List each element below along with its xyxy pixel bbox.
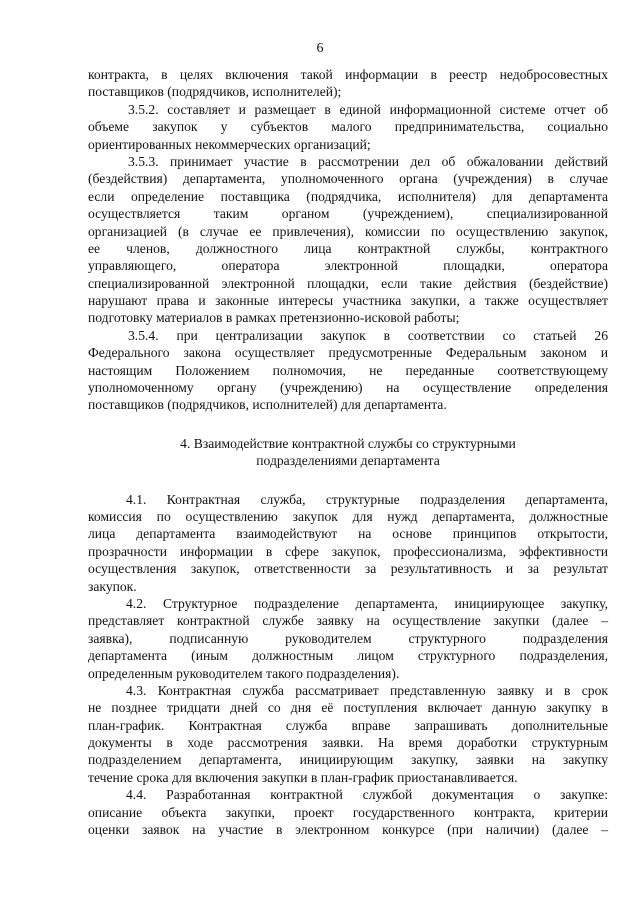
text-line: управляющего, оператора электронной площадки, оператора <box>88 258 608 274</box>
paragraph <box>88 327 608 414</box>
text-line: специализированной электронной площадки, если такие действия (бездействие) <box>88 275 608 291</box>
text-line: 3.5.2. составляет и размещает в единой информационной системе отчет об <box>128 101 608 117</box>
paragraph <box>88 786 608 838</box>
text-line: 4.3. Контрактная служба рассматривает представленную заявку и в срок <box>126 682 608 698</box>
text-line: настоящим Положением полномочия, не переданные соответствующему <box>88 362 608 378</box>
page-number: 6 <box>316 41 324 56</box>
text-line: если определение поставщика (подрядчика, исполнителя) для департамента <box>88 188 608 204</box>
text-line: определенным руководителем такого подразделения). <box>88 665 400 681</box>
text-line: (бездействия) департамента, уполномоченного органа (учреждения) в случае <box>88 171 608 187</box>
text-line: организацией (в случае ее привлечения), комиссии по осуществлению закупок, <box>88 223 608 239</box>
text-line: не позднее тридцати дней со дня её поступления включает данную закупку в <box>88 700 608 716</box>
text-line: департамента (иным должностным лицом структурного подразделения, <box>88 648 608 664</box>
paragraph-gap <box>88 470 608 491</box>
text-line: ориентированных некоммерческих организаций; <box>88 136 371 152</box>
paragraph-gap <box>88 414 608 435</box>
paragraph <box>88 101 608 153</box>
text-line: закупок. <box>88 578 137 594</box>
text-line: план-график. Контрактная служба вправе запрашивать дополнительные <box>88 717 608 733</box>
paragraph <box>88 682 608 786</box>
text-line: подготовку материалов в рамках претензионно-исковой работы; <box>88 310 460 326</box>
text-line: оценки заявок на участие в электронном конкурсе (при наличии) (далее – <box>88 822 608 838</box>
text-line: поставщиков (подрядчиков, исполнителей) для департамента. <box>88 397 447 413</box>
paragraph <box>88 153 608 327</box>
paragraph <box>88 66 608 101</box>
text-line: 3.5.4. при централизации закупок в соответствии со статьей 26 <box>128 327 608 343</box>
paragraph <box>88 491 608 595</box>
text-line: нарушают права и законные интересы участника закупки, а также осуществляет <box>88 293 608 309</box>
text-line: комиссия по осуществлению закупок для нужд департамента, должностные <box>88 508 608 524</box>
text-line: контракта, в целях включения такой информации в реестр недобросовестных <box>88 67 608 82</box>
paragraph <box>88 595 608 682</box>
text-line: представляет контрактной службе заявку на осуществление закупки (далее – <box>88 613 608 629</box>
text-line: ее членов, должностного лица контрактной службы, контрактного <box>88 240 608 256</box>
section-heading <box>88 435 608 470</box>
text-line: 4.1. Контрактная служба, структурные подразделения департамента, <box>126 491 608 507</box>
text-line: лица департамента взаимодействуют на основе принципов открытости, <box>88 526 608 542</box>
text-line: заявка), подписанную руководителем структурного подразделения <box>88 630 608 646</box>
text-line: осуществления закупок, ответственности за результативность и за результат <box>88 561 608 577</box>
heading-line: подразделениями департамента <box>256 453 440 469</box>
text-line: 3.5.3. принимает участие в рассмотрении дел об обжаловании действий <box>128 153 608 169</box>
text-line: 4.4. Разработанная контрактной службой документация о закупке: <box>126 787 608 803</box>
text-line: подразделением департамента, инициирующим закупку, заявки на закупку <box>88 752 608 768</box>
heading-line: 4. Взаимодействие контрактной службы со структурными <box>180 435 516 451</box>
text-line: прозрачности информации в сфере закупок, профессионализма, эффективности <box>88 543 608 559</box>
text-line: течение срока для включения закупки в план-график приостанавливается. <box>88 769 518 785</box>
text-line: объеме закупок у субъектов малого предпринимательства, социально <box>88 119 608 135</box>
text-line: 4.2. Структурное подразделение департамента, инициирующее закупку, <box>126 595 608 611</box>
text-line: осуществляется таким органом (учреждением), специализированной <box>88 206 608 222</box>
text-line: документы в ходе рассмотрения заявки. На время доработки структурным <box>88 735 608 751</box>
text-line: поставщиков (подрядчиков, исполнителей); <box>88 84 342 100</box>
text-line: уполномоченному органу (учреждению) на осуществление определения <box>88 380 608 396</box>
text-line: описание объекта закупки, проект государственного контракта, критерии <box>88 804 608 820</box>
text-line: Федерального закона осуществляет предусмотренные Федеральным законом и <box>88 345 608 361</box>
document-body <box>88 66 608 838</box>
